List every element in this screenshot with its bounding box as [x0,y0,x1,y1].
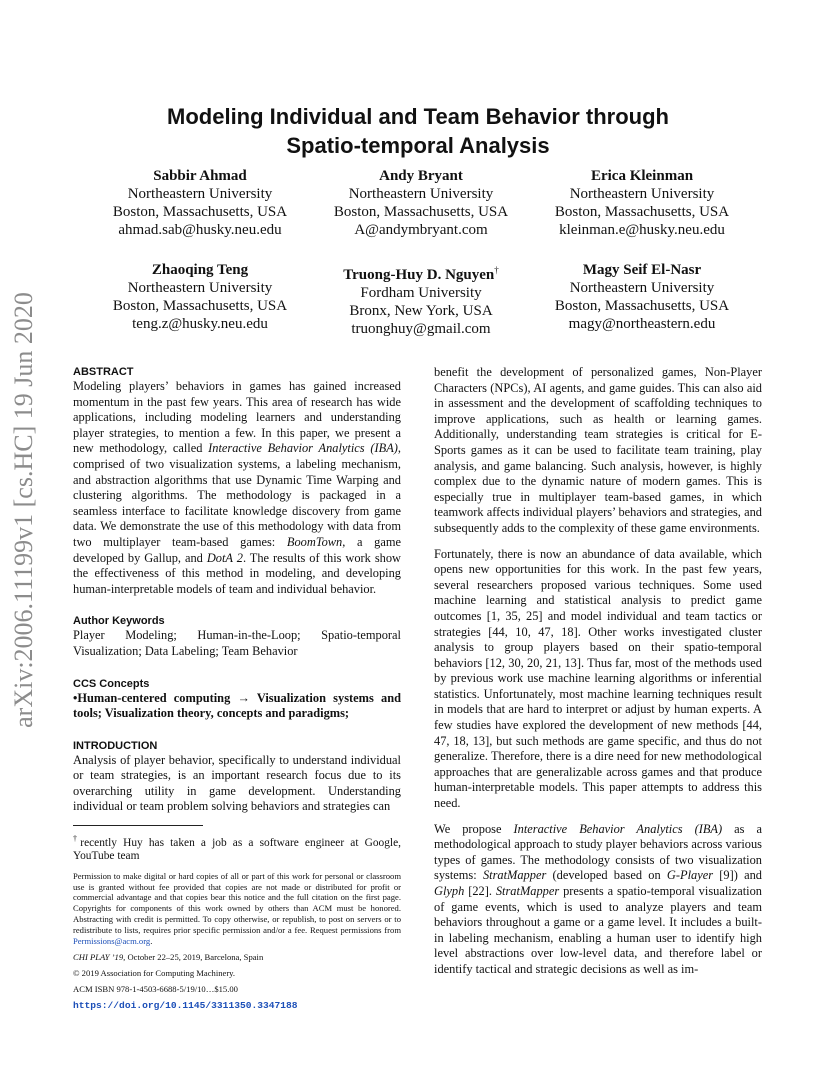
isbn-line: ACM ISBN 978-1-4503-6688-5/19/10…$15.00 [73,984,238,995]
footnote: †recently Huy has taken a job as a software engineer at Google, YouTube team [73,834,402,863]
author-name: Truong-Huy D. Nguyen [343,267,495,283]
abstract-heading: ABSTRACT [73,366,134,378]
title-line-1: Modeling Individual and Team Behavior through [167,104,669,129]
author-affiliation: Northeastern University [569,280,715,296]
author-name: Magy Seif El-Nasr [582,262,702,278]
author-block [311,261,531,338]
permissions-link[interactable]: Permissions@acm.org [73,935,151,946]
copyright-line: © 2019 Association for Computing Machinery. [73,968,236,979]
abstract-text: Modeling players’ behaviors in games has gained increased momentum in the past few years. This area of research has wide applications, including modeling learners and understanding player strategies, to mention a few. In this paper, we present a new methodology, called Interactive Behavior Analytics (IBA), comprised of two visualization systems, a labeling mechanism, and abstraction algorithms that use Dynamic Time Warping and clustering algorithms. The methodology is packaged in a seamless interface to facilitate knowledge discovery from game data. We demonstrate the use of this methodology with data from two multiplayer team-based games: BoomTown, a game developed by Gallup, and DotA 2. The results of this work show the effectiveness of this method in modeling, and developing human-interpretable models of team and individual behavior. [73,379,401,596]
permission-notice: Permission to make digital or hard copies of all or part of this work for personal or classroom use is granted without fee provided that copies are not made or distributed for profit or commercial advantage and that copies bear this notice and the full citation on the first page. Copyrights for components of this work owned by others than ACM must be honored. Abstracting with credit is permitted. To copy otherwise, or republish, to post on servers or to redistribute to lists, requires prior specific permission and/or a fee. Request permissions from Permissions@acm.org. [73,870,401,946]
author-block [532,167,752,239]
author-name: Sabbir Ahmad [153,168,247,184]
author-location: Bronx, New York, USA [349,303,493,319]
author-name: Andy Bryant [379,168,463,184]
doi-link[interactable]: https://doi.org/10.1145/3311350.3347188 [73,999,298,1011]
author-affiliation: Northeastern University [348,186,494,202]
author-block [90,261,310,333]
author-email: teng.z@husky.neu.edu [132,316,268,332]
author-affiliation: Northeastern University [569,186,715,202]
author-email: magy@northeastern.edu [568,316,716,332]
venue-line: CHI PLAY ’19, October 22–25, 2019, Barcelona, Spain [73,952,264,963]
author-email: kleinman.e@husky.neu.edu [559,222,725,238]
body-paragraph: We propose Interactive Behavior Analytics (IBA) as a methodological approach to study player behaviors across various types of games. The methodology consists of two visualization systems: StratMapper (developed based on G-Player [9]) and Glyph [22]. StratMapper presents a spatio-temporal visualization of game events, which is used to analyze players and team behaviors throughout a game or a game level. It includes a built-in labeling mechanism, enabling a human user to identify high level abstractions over low-level data, and therefore label or identify tactical and strategic decisions as well as im- [434,821,762,976]
arxiv-stamp: arXiv:2006.11199v1 [cs.HC] 19 Jun 2020 [9,292,38,728]
author-location: Boston, Massachusetts, USA [554,298,730,314]
author-email: A@andymbryant.com [354,222,488,238]
author-location: Boston, Massachusetts, USA [112,298,288,314]
author-block [532,261,752,333]
author-block [311,167,531,239]
author-email: ahmad.sab@husky.neu.edu [118,222,282,238]
author-affiliation: Northeastern University [127,280,273,296]
footnote-mark: † [494,265,499,275]
author-name: Erica Kleinman [590,168,694,184]
author-affiliation: Northeastern University [127,186,273,202]
left-column [73,365,401,1013]
ccs-heading: CCS Concepts [73,677,150,690]
right-column [434,365,762,978]
keywords-text: Player Modeling; Human-in-the-Loop; Spatio-temporal Visualization; Data Labeling; Team Behavior [73,628,401,658]
footnote-rule [73,825,203,826]
author-affiliation: Fordham University [360,285,482,301]
introduction-text: Analysis of player behavior, specifically to understand individual or team strategies, is an important research focus due to its overarching utility in game development. Understanding individual or team problem solving behaviors and strategies can [73,752,401,814]
author-block [90,167,310,239]
introduction-heading: INTRODUCTION [73,739,158,752]
author-location: Boston, Massachusetts, USA [112,204,288,220]
paper-title [60,102,776,160]
author-email: truonghuy@gmail.com [351,321,491,337]
author-location: Boston, Massachusetts, USA [333,204,509,220]
author-location: Boston, Massachusetts, USA [554,204,730,220]
author-name: Zhaoqing Teng [151,262,249,278]
keywords-heading: Author Keywords [73,615,165,628]
body-paragraph: benefit the development of personalized games, Non-Player Characters (NPCs), AI agents, and game guides. This can also aid in assessment and the development of scaffolding techniques to improve applications, such as health or learning games. Additionally, understanding team strategies is critical for E-Sports games as it can be used to facilitate team training, play analysis, and game balancing. Such analysis, however, is highly complex due to the dynamic nature of modern games. This is especially true in multiplayer team-based games, in which teamwork affects individual players’ behaviors and strategies, and subsequently adds to the complexity of these game environments. [434,365,762,535]
body-paragraph: Fortunately, there is now an abundance of data available, which opens new opportunities for this work. In the past few years, several researchers proposed various techniques. Some used machine learning and statistical analysis to predict game outcomes [1, 35, 25] and model individual and team tactics or strategies [44, 10, 47, 18]. Other works investigated cluster analysis to group players based on their spatio-temporal behaviors [12, 30, 20, 21, 13]. Thus far, most of the methods used by previous work use machine learning algorithms or inferential statistics. Unfortunately, most machine learning techniques result in models that are hard to interpret or adjust by human experts. A few studies have explored the development of new methods [44, 47, 18, 13], but such methods are game specific, and thus do not generalize. Therefore, there is a dire need for new methodological approaches that are generalizable across games and that produce human-interpretable models. This paper attempts to address this need. [434,546,762,811]
ccs-text: •Human-centered computing → Visualization systems and tools; Visualization theory, concepts and paradigms; [73,690,401,721]
title-line-2: Spatio-temporal Analysis [286,133,550,158]
